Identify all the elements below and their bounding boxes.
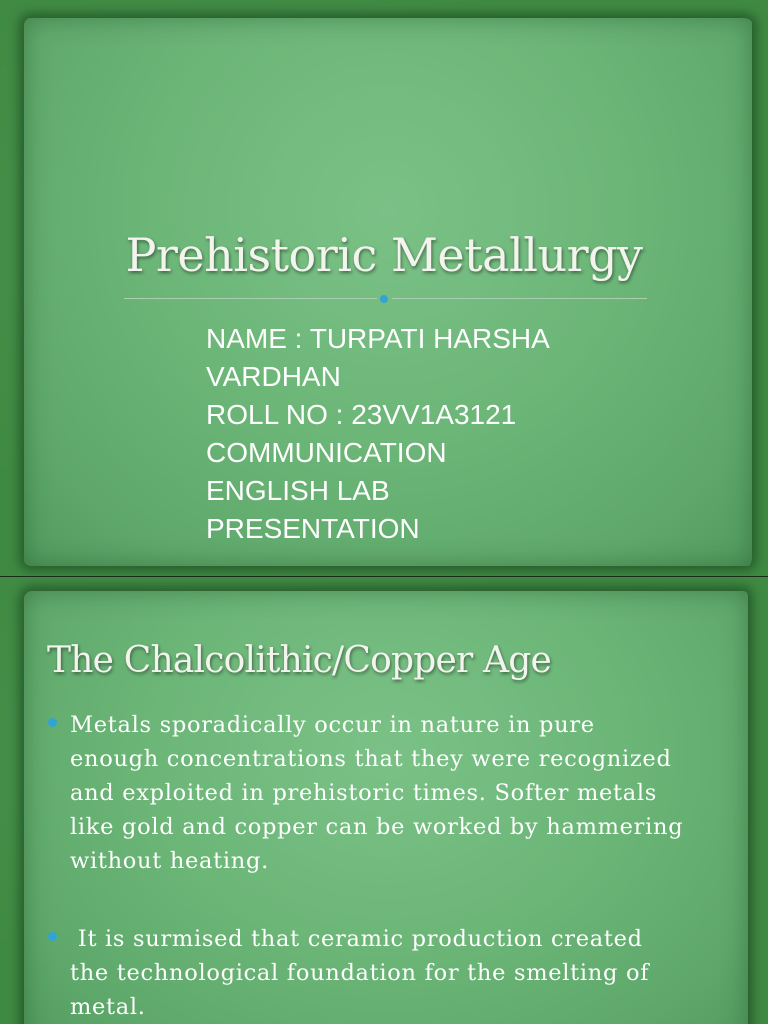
subtitle-line: ROLL NO : 23VV1A3121 [206, 399, 517, 430]
title-rule-right [392, 298, 647, 299]
slide-title: Prehistoric Metallurgy [125, 228, 643, 282]
subtitle-line: ENGLISH LAB [206, 475, 390, 506]
subtitle-line: PRESENTATION [206, 513, 420, 544]
bullet-dot-icon [48, 718, 57, 727]
bullet-line: enough concentrations that they were recognized [70, 746, 672, 772]
bullet-item [48, 922, 728, 1024]
slide-subtitle [206, 320, 626, 548]
bullet-line: Metals sporadically occur in nature in pure [70, 712, 595, 738]
bullet-text [70, 708, 728, 878]
title-rule-left [124, 298, 377, 299]
bullet-line: and exploited in prehistoric times. Softer metals [70, 780, 658, 806]
subtitle-line: COMMUNICATION [206, 437, 447, 468]
bullet-line: It is surmised that ceramic production created [70, 926, 643, 952]
bullet-line: like gold and copper can be worked by hammering [70, 814, 684, 840]
slide-heading: The Chalcolithic/Copper Age [47, 640, 551, 681]
subtitle-line: VARDHAN [206, 361, 341, 392]
bullet-line: metal. [70, 994, 146, 1020]
bullet-line: without heating. [70, 848, 269, 874]
bullet-dot-icon [48, 932, 57, 941]
bullet-line: the technological foundation for the smelting of [70, 960, 650, 986]
bullet-item [48, 708, 728, 878]
title-rule-dot-icon [380, 295, 388, 303]
bullet-text [70, 922, 728, 1024]
subtitle-line: NAME : TURPATI HARSHA [206, 323, 550, 354]
